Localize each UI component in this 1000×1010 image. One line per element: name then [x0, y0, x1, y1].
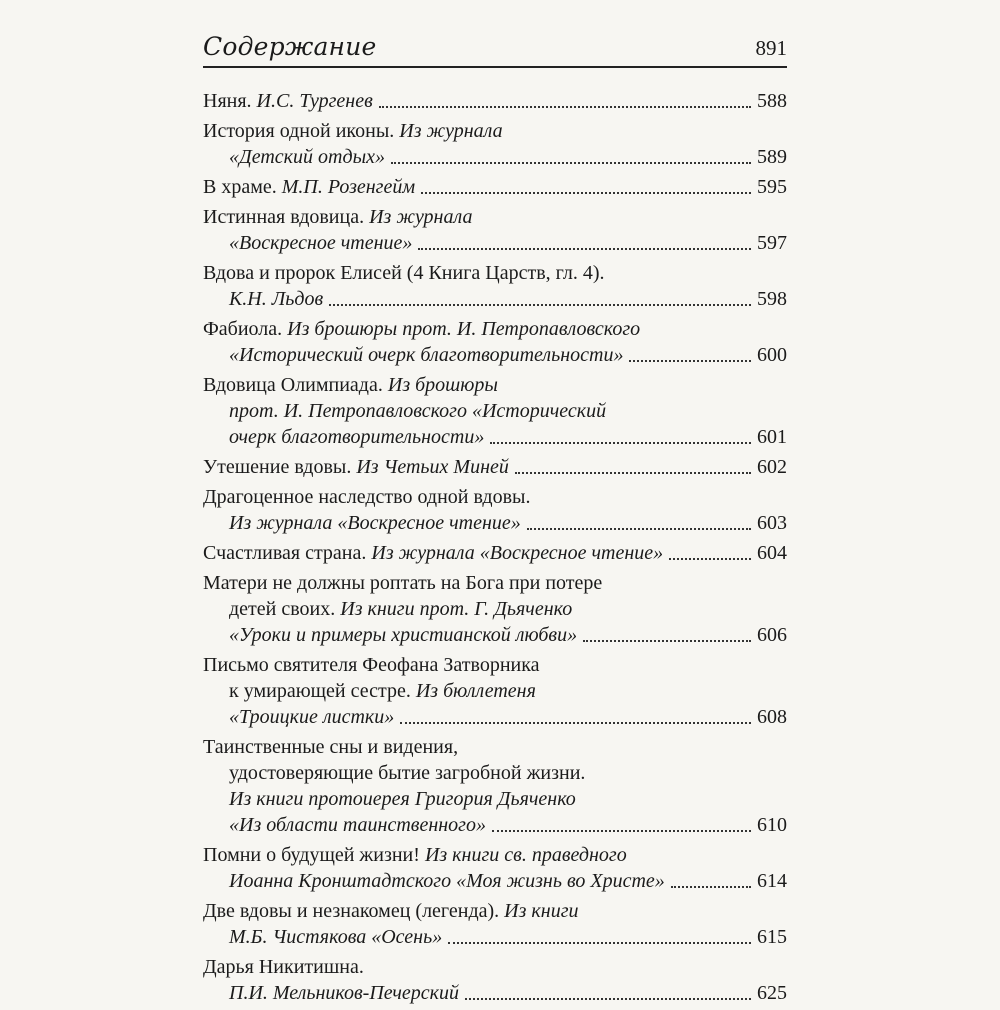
toc-entry	[203, 842, 787, 894]
toc-line	[203, 898, 787, 924]
dot-leader	[515, 472, 751, 474]
entry-source: «Исторический очерк благотворительности»	[229, 344, 624, 366]
entry-title: Таинственные сны и видения,	[203, 736, 459, 758]
entry-title: Помни о будущей жизни!	[203, 844, 420, 866]
toc-entry	[203, 118, 787, 170]
toc-line	[203, 88, 787, 114]
entry-source: Из Четьих Миней	[356, 456, 509, 478]
toc-line	[203, 260, 787, 286]
entry-page-number: 608	[757, 706, 787, 728]
entry-source: Из брошюры прот. И. Петропавловского	[287, 318, 641, 340]
entry-title: Утешение вдовы.	[203, 456, 352, 478]
entry-title: Счастливая страна.	[203, 542, 367, 564]
entry-title: удостоверяющие бытие загробной жизни.	[229, 762, 586, 784]
toc-entry	[203, 260, 787, 312]
toc-line	[203, 704, 787, 730]
dot-leader	[490, 442, 751, 444]
entry-source: К.Н. Льдов	[229, 288, 324, 310]
toc-entry	[203, 898, 787, 950]
dot-leader	[492, 830, 751, 832]
entry-source: Из книги прот. Г. Дьяченко	[340, 598, 573, 620]
entry-title: Две вдовы и незнакомец (легенда).	[203, 900, 500, 922]
entry-source: «Троицкие листки»	[229, 706, 395, 728]
toc-line	[203, 954, 787, 980]
toc-entry	[203, 540, 787, 566]
toc-line	[203, 342, 787, 368]
entry-source: М.Б. Чистякова «Осень»	[229, 926, 443, 948]
entry-source: Из журнала «Воскресное чтение»	[229, 512, 521, 534]
toc-line	[203, 484, 787, 510]
toc-entry	[203, 454, 787, 480]
entry-source: Иоанна Кронштадтского «Моя жизнь во Христе»	[229, 870, 665, 892]
entry-source: Из журнала	[369, 206, 473, 228]
entry-source: И.С. Тургенев	[256, 90, 373, 112]
entry-page-number: 601	[757, 426, 787, 448]
entry-page-number: 610	[757, 814, 787, 836]
entry-page-number: 615	[757, 926, 787, 948]
entry-source: Из книги протоиерея Григория Дьяченко	[229, 788, 576, 810]
toc-entry	[203, 204, 787, 256]
toc-entry	[203, 88, 787, 114]
toc-line	[203, 230, 787, 256]
dot-leader	[671, 886, 751, 888]
entry-page-number: 595	[757, 176, 787, 198]
toc-line	[203, 622, 787, 648]
table-of-contents	[203, 88, 787, 1010]
entry-source: Из журнала «Воскресное чтение»	[371, 542, 664, 564]
dot-leader	[527, 528, 751, 530]
entry-page-number: 588	[757, 90, 787, 112]
toc-line	[203, 510, 787, 536]
entry-page-number: 598	[757, 288, 787, 310]
toc-line	[203, 372, 787, 398]
entry-page-number: 603	[757, 512, 787, 534]
entry-title: Драгоценное наследство одной вдовы.	[203, 486, 531, 508]
entry-title: Няня.	[203, 90, 252, 112]
entry-source: очерк благотворительности»	[229, 426, 485, 448]
dot-leader	[418, 248, 751, 250]
toc-line	[203, 424, 787, 450]
entry-source: Из книги	[504, 900, 579, 922]
dot-leader	[583, 640, 751, 642]
toc-line	[203, 398, 787, 424]
running-head	[203, 30, 787, 70]
toc-entry	[203, 484, 787, 536]
entry-title: Вдова и пророк Елисей (4 Книга Царств, гл. 4).	[203, 262, 605, 284]
entry-page-number: 604	[757, 542, 787, 564]
toc-line	[203, 842, 787, 868]
toc-entry	[203, 174, 787, 200]
toc-entry	[203, 954, 787, 1006]
toc-entry	[203, 652, 787, 730]
entry-source: Из брошюры	[387, 374, 498, 396]
dot-leader	[391, 162, 751, 164]
entry-source: Из книги св. праведного	[424, 844, 627, 866]
entry-title: Истинная вдовица.	[203, 206, 365, 228]
entry-page-number: 625	[757, 982, 787, 1004]
entry-title: Дарья Никитишна.	[203, 956, 364, 978]
entry-title: В храме.	[203, 176, 277, 198]
entry-source: Из бюллетеня	[415, 680, 536, 702]
entry-title: Письмо святителя Феофана Затворника	[203, 654, 540, 676]
entry-source: прот. И. Петропавловского «Исторический	[229, 400, 607, 422]
entry-source: Из журнала	[399, 120, 503, 142]
entry-source: М.П. Розенгейм	[281, 176, 416, 198]
entry-title: Вдовица Олимпиада.	[203, 374, 383, 396]
toc-entry	[203, 734, 787, 838]
dot-leader	[448, 942, 751, 944]
toc-line	[203, 786, 787, 812]
toc-entry	[203, 316, 787, 368]
entry-source: П.И. Мельников-Печерский	[229, 982, 460, 1004]
entry-page-number: 600	[757, 344, 787, 366]
toc-line	[203, 652, 787, 678]
entry-title: Фабиола.	[203, 318, 283, 340]
entry-title: к умирающей сестре.	[229, 680, 411, 702]
toc-line	[203, 596, 787, 622]
toc-line	[203, 540, 787, 566]
toc-line	[203, 734, 787, 760]
entry-page-number: 597	[757, 232, 787, 254]
header-rule	[203, 66, 787, 68]
toc-line	[203, 118, 787, 144]
toc-line	[203, 570, 787, 596]
toc-entry	[203, 372, 787, 450]
toc-entry	[203, 570, 787, 648]
entry-page-number: 606	[757, 624, 787, 646]
toc-line	[203, 174, 787, 200]
toc-line	[203, 812, 787, 838]
toc-line	[203, 286, 787, 312]
entry-title: Матери не должны роптать на Бога при потере	[203, 572, 603, 594]
toc-line	[203, 316, 787, 342]
entry-source: «Детский отдых»	[229, 146, 385, 168]
entry-page-number: 602	[757, 456, 787, 478]
entry-source: «Воскресное чтение»	[229, 232, 413, 254]
toc-line	[203, 980, 787, 1006]
entry-title: История одной иконы.	[203, 120, 395, 142]
entry-page-number: 589	[757, 146, 787, 168]
entry-title: детей своих.	[229, 598, 336, 620]
entry-source: «Уроки и примеры христианской любви»	[229, 624, 578, 646]
entry-page-number: 614	[757, 870, 787, 892]
toc-line	[203, 924, 787, 950]
dot-leader	[379, 106, 751, 108]
toc-line	[203, 678, 787, 704]
dot-leader	[421, 192, 751, 194]
page-number: 891	[755, 36, 787, 60]
dot-leader	[400, 722, 751, 724]
toc-line	[203, 144, 787, 170]
toc-line	[203, 454, 787, 480]
toc-line	[203, 868, 787, 894]
running-title: Содержание	[203, 32, 377, 61]
dot-leader	[329, 304, 751, 306]
toc-line	[203, 204, 787, 230]
dot-leader	[669, 558, 751, 560]
toc-line	[203, 760, 787, 786]
dot-leader	[629, 360, 751, 362]
entry-source: «Из области таинственного»	[229, 814, 486, 836]
